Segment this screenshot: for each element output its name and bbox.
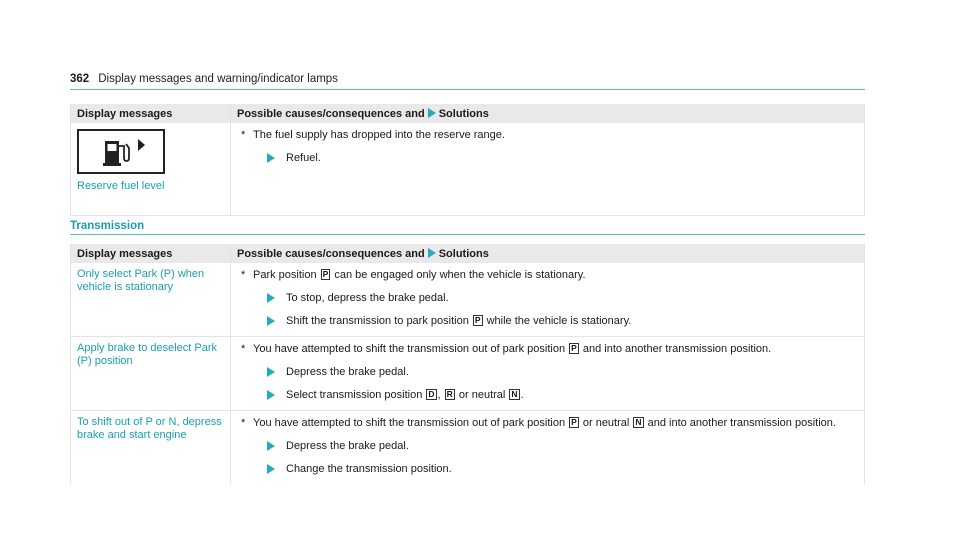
col-header-causes: Possible causes/consequences and Solutions <box>231 104 865 123</box>
solution-step: To stop, depress the brake pedal. <box>241 292 854 305</box>
arrow-right-icon <box>428 248 436 258</box>
gear-n-icon: N <box>511 389 518 399</box>
fuel-pump-icon <box>77 129 165 174</box>
arrow-right-icon <box>267 153 275 163</box>
gear-p-icon: P <box>571 343 577 353</box>
table-row <box>71 123 865 215</box>
arrow-right-icon <box>267 464 275 474</box>
gear-r-icon: R <box>446 389 453 399</box>
display-message-label: Reserve fuel level <box>77 180 165 192</box>
cause-text: * You have attempted to shift the transmission out of park position P and into another transmission position. <box>241 343 772 355</box>
gear-d-icon: D <box>428 389 435 399</box>
arrow-right-icon <box>267 441 275 451</box>
gear-p-icon: P <box>571 417 577 427</box>
arrow-right-icon <box>267 316 275 326</box>
solution-step: Refuel. <box>241 152 854 165</box>
arrow-right-icon <box>428 108 436 118</box>
table-row <box>71 337 865 411</box>
gear-n-icon: N <box>635 417 642 427</box>
display-message-label: Only select Park (P) when vehicle is stationary <box>71 263 231 337</box>
solution-step: Depress the brake pedal. <box>241 440 854 453</box>
display-message-label: Apply brake to deselect Park (P) position <box>71 337 231 411</box>
solution-step: Depress the brake pedal. <box>241 366 854 379</box>
arrow-right-icon <box>267 390 275 400</box>
arrow-right-icon <box>267 293 275 303</box>
table-row <box>71 411 865 485</box>
transmission-message-table <box>70 244 865 484</box>
solution-step: Select transmission position D , R or neutral N . <box>241 389 854 402</box>
page-number: 362 <box>70 73 90 85</box>
cause-text: * Park position P can be engaged only when the vehicle is stationary. <box>241 269 586 281</box>
cause-text: * The fuel supply has dropped into the reserve range. <box>241 129 505 141</box>
page-title: Display messages and warning/indicator lamps <box>98 73 338 85</box>
display-message-label: To shift out of P or N, depress brake and start engine <box>71 411 231 485</box>
col-header-display-messages: Display messages <box>71 104 231 123</box>
col-header-display-messages: Display messages <box>71 244 231 263</box>
gear-p-icon: P <box>474 315 481 325</box>
solution-step: Change the transmission position. <box>241 463 854 476</box>
cause-text: * You have attempted to shift the transmission out of park position P or neutral N and into another transmission position. <box>241 417 836 429</box>
fuel-message-table <box>70 104 865 216</box>
solution-step: Shift the transmission to park position P while the vehicle is stationary. <box>241 315 854 328</box>
page-header <box>70 73 865 90</box>
gear-p-icon: P <box>322 269 329 279</box>
table-row <box>71 263 865 337</box>
col-header-causes: Possible causes/consequences and Solutions <box>231 244 865 263</box>
section-title: Transmission <box>70 220 865 235</box>
arrow-right-icon <box>267 367 275 377</box>
